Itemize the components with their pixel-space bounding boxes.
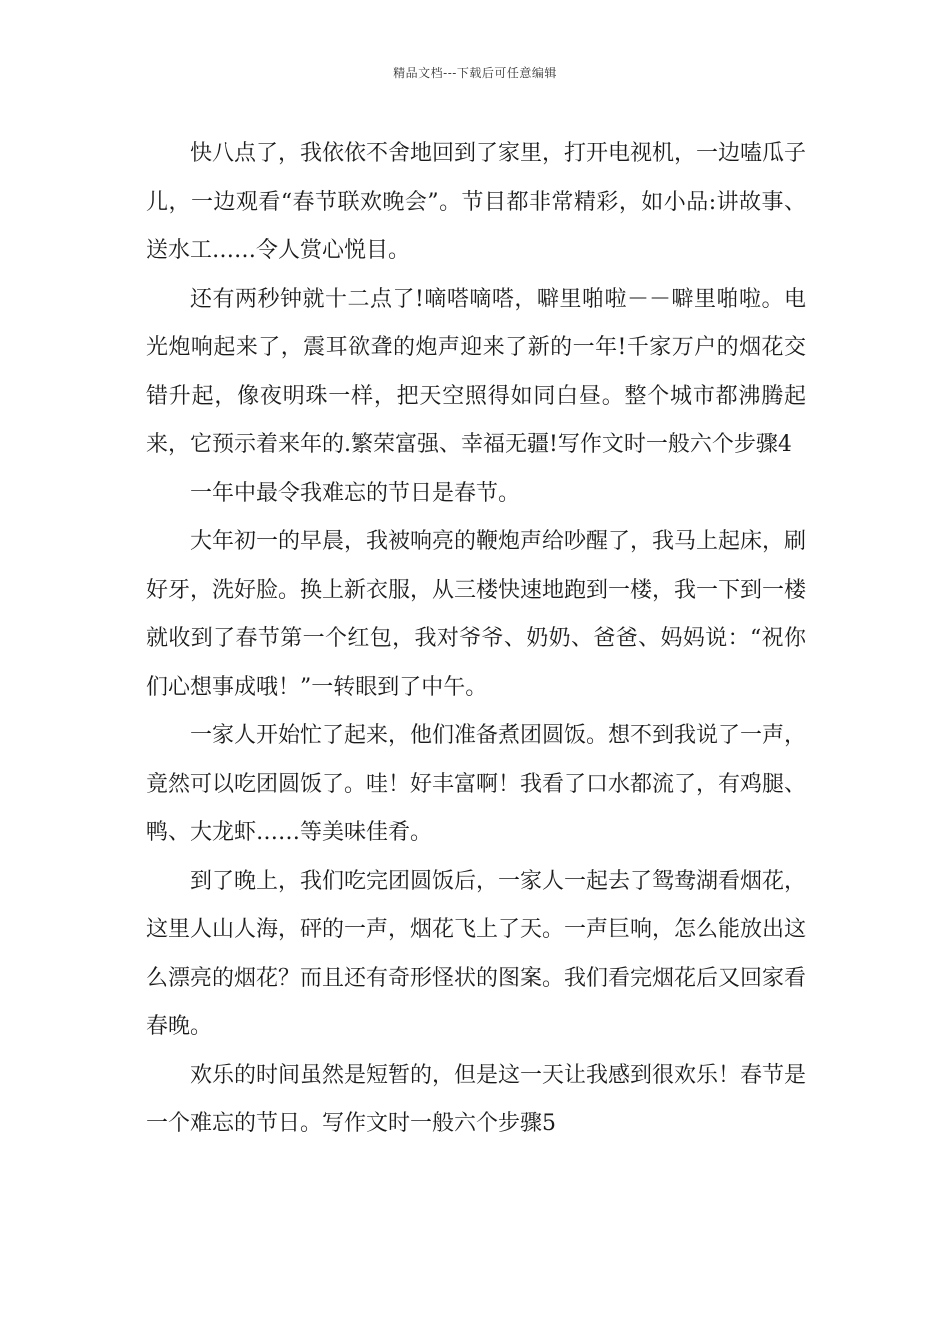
paragraph-4: 大年初一的早晨，我被响亮的鞭炮声给吵醒了，我马上起床，刷好牙，洗好脸。换上新衣服，从三楼快速地跑到一楼，我一下到一楼就收到了春节第一个红包，我对爷爷、奶奶、爸爸、妈妈说：“祝你们心想事成哦！”一转眼到了中午。 bbox=[146, 529, 807, 700]
paragraph-2: 还有两秒钟就十二点了!嘀嗒嘀嗒，噼里啪啦－－噼里啪啦。电光炮响起来了，震耳欲聋的炮声迎来了新的一年!千家万户的烟花交错升起，像夜明珠一样，把天空照得如同白昼。整个城市都沸腾起来，它预示着来年的.繁荣富强、幸福无疆!写作文时一般六个步骤4 bbox=[146, 286, 806, 457]
paragraph-6: 到了晚上，我们吃完团圆饭后，一家人一起去了鸳鸯湖看烟花，这里人山人海，砰的一声，烟花飞上了天。一声巨响，怎么能放出这么漂亮的烟花？而且还有奇形怪状的图案。我们看完烟花后又回家看春晚。 bbox=[146, 868, 807, 1039]
page-header: 精品文档---下载后可任意编辑 bbox=[393, 66, 557, 80]
document-body bbox=[146, 130, 806, 1149]
paragraph-1: 快八点了，我依依不舍地回到了家里，打开电视机，一边嗑瓜子儿，一边观看“春节联欢晚会”。节目都非常精彩，如小品:讲故事、送水工……令人赏心悦目。 bbox=[146, 141, 807, 263]
paragraph-5: 一家人开始忙了起来，他们准备煮团圆饭。想不到我说了一声，竟然可以吃团圆饭了。哇！好丰富啊！我看了口水都流了，有鸡腿、鸭、大龙虾……等美味佳肴。 bbox=[146, 723, 807, 845]
paragraph-3: 一年中最令我难忘的节日是春节。 bbox=[190, 480, 521, 506]
paragraph-7: 欢乐的时间虽然是短暂的，但是这一天让我感到很欢乐！春节是一个难忘的节日。写作文时一般六个步骤5 bbox=[146, 1062, 807, 1136]
